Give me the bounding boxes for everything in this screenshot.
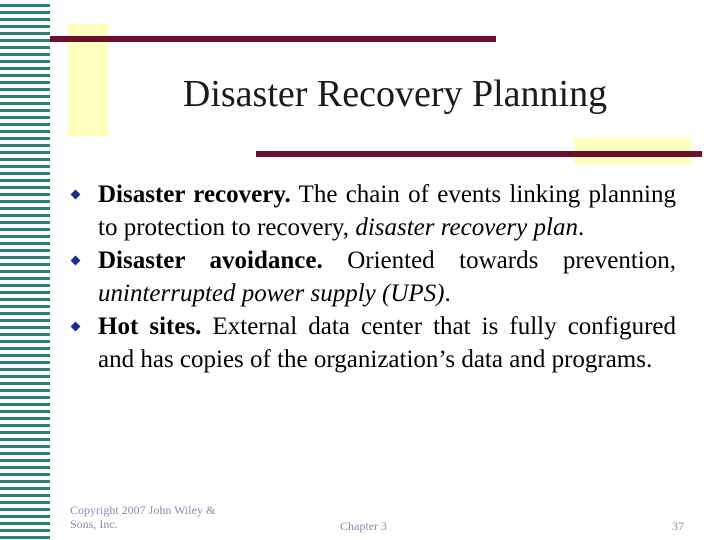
bullet-term: Disaster avoidance. xyxy=(98,247,323,274)
bullet-text: The chain of events linking planning to protection to recovery, xyxy=(98,181,676,241)
bullet-text: Oriented towards prevention, xyxy=(322,247,676,274)
diamond-bullet-icon xyxy=(71,322,81,332)
footer-chapter: Chapter 3 xyxy=(340,519,387,533)
bullet-tail: . xyxy=(577,214,585,241)
footer-copyright: Copyright 2007 John Wiley & Sons, Inc. xyxy=(70,503,216,531)
bullet-text: External data center that is fully configured and has copies of the organization’s data and programs. xyxy=(98,313,676,373)
title-bottom-bar xyxy=(256,151,702,157)
slide-title: Disaster Recovery Planning xyxy=(182,73,608,115)
diamond-bullet-icon xyxy=(71,256,81,266)
diamond-bullet-icon xyxy=(71,190,81,200)
bullet-italic: disaster recovery plan xyxy=(355,214,578,241)
bullet-hot-sites xyxy=(72,310,676,376)
bullet-disaster-recovery xyxy=(72,178,676,244)
bullet-tail: . xyxy=(444,280,451,307)
bullet-list xyxy=(72,178,676,376)
bullet-disaster-avoidance xyxy=(72,244,676,310)
bullet-term: Disaster recovery. xyxy=(98,181,291,208)
bullet-italic: uninterrupted power supply (UPS) xyxy=(98,280,445,307)
decorative-stripes xyxy=(0,0,50,540)
bullet-term: Hot sites. xyxy=(98,313,202,340)
title-top-bar xyxy=(50,36,496,42)
footer-page-number: 37 xyxy=(672,519,684,533)
